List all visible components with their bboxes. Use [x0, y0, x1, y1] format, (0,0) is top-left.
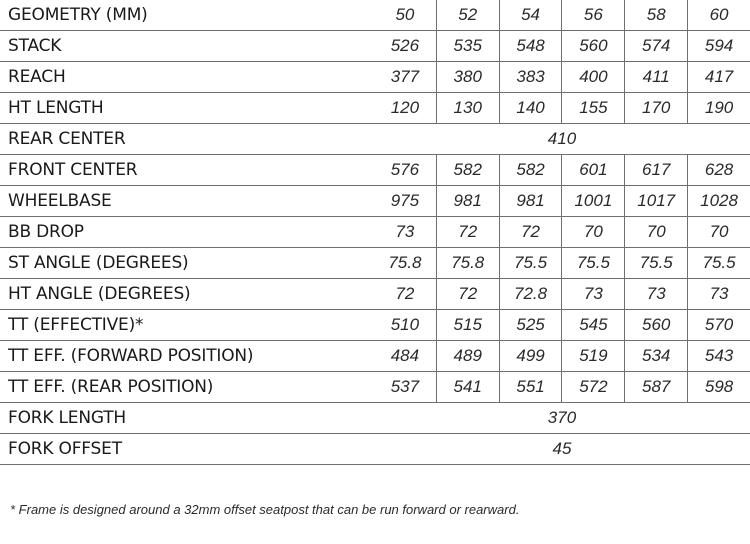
value-cell: 383: [499, 62, 562, 93]
value-cell: 75.8: [436, 248, 499, 279]
value-cell: 70: [562, 217, 625, 248]
row-label: REACH: [0, 62, 374, 93]
row-label: STACK: [0, 31, 374, 62]
row-label: TT EFF. (FORWARD POSITION): [0, 341, 374, 372]
table-row: [0, 372, 750, 403]
value-cell: 72: [499, 217, 562, 248]
value-cell: 75.5: [562, 248, 625, 279]
value-cell: 541: [436, 372, 499, 403]
row-label: ST ANGLE (DEGREES): [0, 248, 374, 279]
value-cell: 75.5: [625, 248, 688, 279]
value-cell: 981: [436, 186, 499, 217]
value-cell: 484: [374, 341, 436, 372]
value-cell: 1017: [625, 186, 688, 217]
value-cell: 73: [562, 279, 625, 310]
value-cell: 75.8: [374, 248, 436, 279]
size-header: 50: [374, 0, 436, 31]
table-row: [0, 62, 750, 93]
value-cell: 582: [436, 155, 499, 186]
value-cell: 130: [436, 93, 499, 124]
merged-value-cell: 410: [374, 124, 750, 155]
row-label: HT ANGLE (DEGREES): [0, 279, 374, 310]
value-cell: 572: [562, 372, 625, 403]
row-label: WHEELBASE: [0, 186, 374, 217]
value-cell: 548: [499, 31, 562, 62]
value-cell: 72.8: [499, 279, 562, 310]
value-cell: 576: [374, 155, 436, 186]
value-cell: 190: [688, 93, 750, 124]
table-row: [0, 31, 750, 62]
row-label: FRONT CENTER: [0, 155, 374, 186]
value-cell: 545: [562, 310, 625, 341]
value-cell: 72: [374, 279, 436, 310]
value-cell: 417: [688, 62, 750, 93]
value-cell: 70: [625, 217, 688, 248]
value-cell: 499: [499, 341, 562, 372]
table-row: [0, 186, 750, 217]
value-cell: 525: [499, 310, 562, 341]
table-row: [0, 341, 750, 372]
table-row: [0, 124, 750, 155]
value-cell: 526: [374, 31, 436, 62]
value-cell: 598: [688, 372, 750, 403]
value-cell: 519: [562, 341, 625, 372]
table-header-row: [0, 0, 750, 31]
row-label: TT (EFFECTIVE)*: [0, 310, 374, 341]
value-cell: 170: [625, 93, 688, 124]
value-cell: 535: [436, 31, 499, 62]
row-label: FORK LENGTH: [0, 403, 374, 434]
value-cell: 601: [562, 155, 625, 186]
table-row: [0, 434, 750, 465]
value-cell: 560: [562, 31, 625, 62]
value-cell: 73: [625, 279, 688, 310]
value-cell: 551: [499, 372, 562, 403]
value-cell: 380: [436, 62, 499, 93]
row-label: BB DROP: [0, 217, 374, 248]
value-cell: 587: [625, 372, 688, 403]
value-cell: 72: [436, 217, 499, 248]
footnote: * Frame is designed around a 32mm offset seatpost that can be run forward or rearward.: [10, 502, 520, 517]
value-cell: 975: [374, 186, 436, 217]
row-label: FORK OFFSET: [0, 434, 374, 465]
value-cell: 400: [562, 62, 625, 93]
value-cell: 582: [499, 155, 562, 186]
value-cell: 75.5: [688, 248, 750, 279]
size-header: 58: [625, 0, 688, 31]
merged-value-cell: 370: [374, 403, 750, 434]
value-cell: 534: [625, 341, 688, 372]
value-cell: 617: [625, 155, 688, 186]
table-row: [0, 279, 750, 310]
value-cell: 574: [625, 31, 688, 62]
value-cell: 377: [374, 62, 436, 93]
merged-value-cell: 45: [374, 434, 750, 465]
value-cell: 120: [374, 93, 436, 124]
value-cell: 73: [374, 217, 436, 248]
value-cell: 594: [688, 31, 750, 62]
value-cell: 70: [688, 217, 750, 248]
value-cell: 510: [374, 310, 436, 341]
row-label: HT LENGTH: [0, 93, 374, 124]
table-row: [0, 155, 750, 186]
value-cell: 155: [562, 93, 625, 124]
table-row: [0, 310, 750, 341]
value-cell: 1028: [688, 186, 750, 217]
value-cell: 560: [625, 310, 688, 341]
value-cell: 537: [374, 372, 436, 403]
size-header: 54: [499, 0, 562, 31]
table-row: [0, 217, 750, 248]
size-header: 52: [436, 0, 499, 31]
table-row: [0, 403, 750, 434]
value-cell: 75.5: [499, 248, 562, 279]
value-cell: 1001: [562, 186, 625, 217]
table-row: [0, 93, 750, 124]
value-cell: 489: [436, 341, 499, 372]
value-cell: 140: [499, 93, 562, 124]
header-label: GEOMETRY (MM): [0, 0, 374, 31]
row-label: REAR CENTER: [0, 124, 374, 155]
value-cell: 72: [436, 279, 499, 310]
value-cell: 515: [436, 310, 499, 341]
value-cell: 628: [688, 155, 750, 186]
row-label: TT EFF. (REAR POSITION): [0, 372, 374, 403]
table-row: [0, 248, 750, 279]
value-cell: 570: [688, 310, 750, 341]
value-cell: 411: [625, 62, 688, 93]
size-header: 56: [562, 0, 625, 31]
value-cell: 543: [688, 341, 750, 372]
size-header: 60: [688, 0, 750, 31]
value-cell: 981: [499, 186, 562, 217]
value-cell: 73: [688, 279, 750, 310]
